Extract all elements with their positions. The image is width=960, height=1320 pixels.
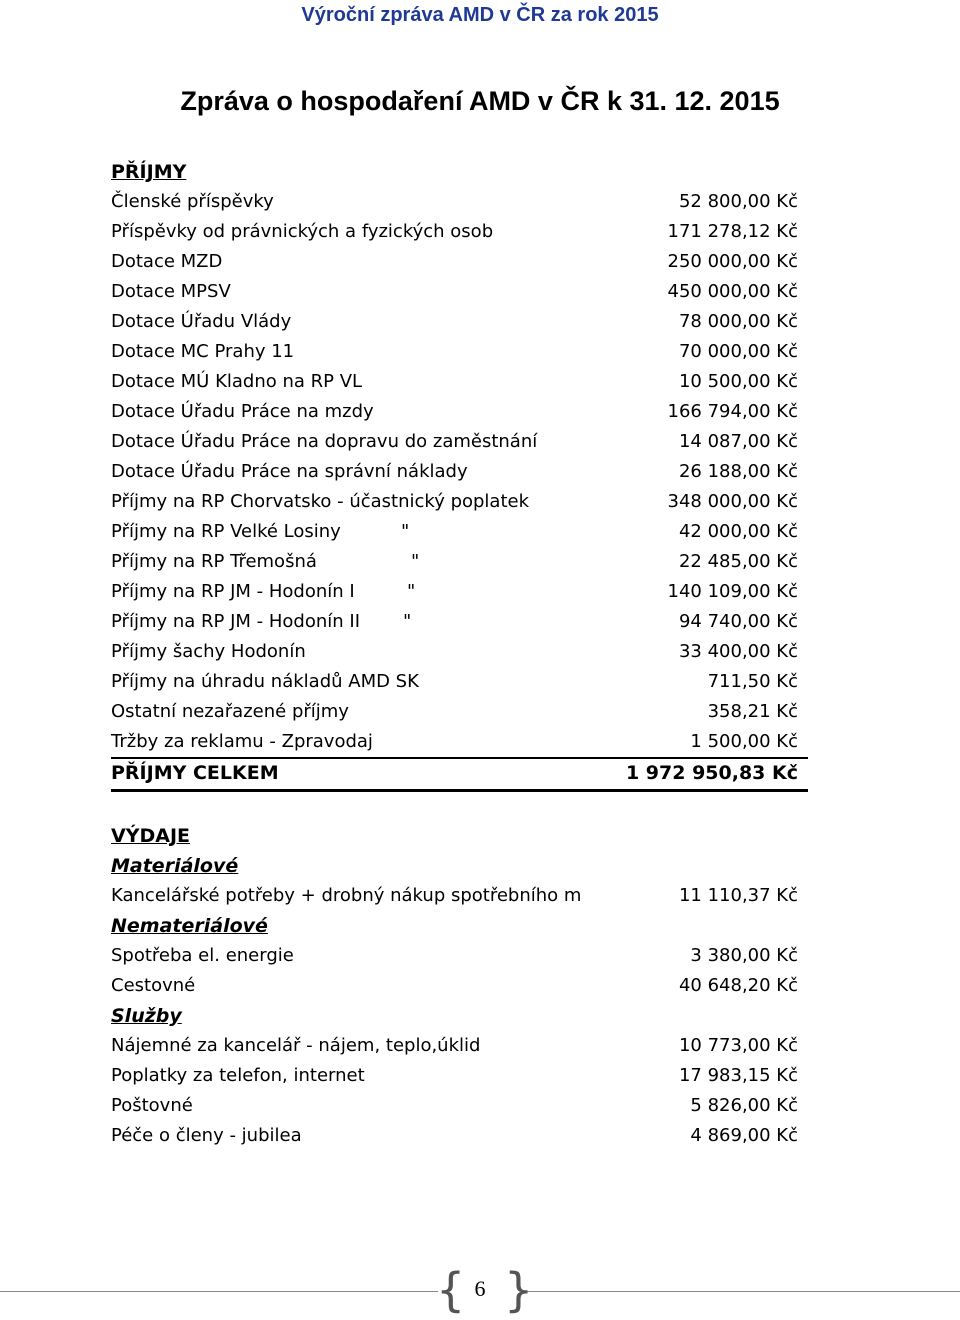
income-row <box>111 367 808 397</box>
income-amount: 22 485,00 Kč <box>678 551 798 572</box>
income-amount: 166 794,00 Kč <box>667 401 798 422</box>
income-row <box>111 397 808 427</box>
income-label: Příjmy na RP Třemošná <box>111 551 317 572</box>
income-heading-row <box>111 157 808 187</box>
income-label: Dotace MÚ Kladno na RP VL <box>111 371 363 392</box>
category-row <box>111 851 808 881</box>
income-label: Tržby za reklamu - Zpravodaj <box>111 731 373 752</box>
income-label: Příjmy na úhradu nákladů AMD SK <box>111 671 419 692</box>
income-heading: PŘÍJMY <box>111 161 187 183</box>
expense-row <box>111 1061 808 1091</box>
income-row <box>111 307 808 337</box>
expense-row <box>111 1091 808 1121</box>
income-row <box>111 667 808 697</box>
footer-line-right <box>522 1291 960 1292</box>
expense-amount: 17 983,15 Kč <box>678 1065 798 1086</box>
income-label: Příjmy na RP JM - Hodonín I <box>111 581 355 602</box>
right-brace-icon: } <box>504 1263 534 1317</box>
income-total-row <box>111 757 808 792</box>
income-amount: 450 000,00 Kč <box>667 281 798 302</box>
income-label: Členské příspěvky <box>111 191 274 212</box>
expense-row <box>111 971 808 1001</box>
expenses-heading-row <box>111 821 808 851</box>
income-amount: 94 740,00 Kč <box>678 611 798 632</box>
income-section <box>111 157 808 792</box>
category-row <box>111 1001 808 1031</box>
expenses-section <box>111 821 808 1151</box>
page-number: 6 <box>474 1276 486 1301</box>
report-title: Zpráva o hospodaření AMD v ČR k 31. 12. 2015 <box>180 86 780 116</box>
expense-label: Cestovné <box>111 975 196 996</box>
income-amount: 14 087,00 Kč <box>678 431 798 452</box>
income-row <box>111 247 808 277</box>
income-label: Dotace Úřadu Vlády <box>111 311 292 332</box>
expense-amount: 5 826,00 Kč <box>690 1095 798 1116</box>
expense-label: Poplatky za telefon, internet <box>111 1065 365 1086</box>
income-total-label: PŘÍJMY CELKEM <box>111 762 279 784</box>
expense-row <box>111 941 808 971</box>
income-amount: 250 000,00 Kč <box>667 251 798 272</box>
income-amount: 78 000,00 Kč <box>678 311 798 332</box>
income-row <box>111 337 808 367</box>
income-amount: 70 000,00 Kč <box>678 341 798 362</box>
expense-label: Nájemné za kancelář - nájem, teplo,úklid <box>111 1035 481 1056</box>
expense-label: Kancelářské potřeby + drobný nákup spotřebního m <box>111 885 582 906</box>
expense-row <box>111 881 808 911</box>
income-row <box>111 487 808 517</box>
income-row <box>111 277 808 307</box>
income-row <box>111 517 808 547</box>
income-label: Příjmy na RP Velké Losiny <box>111 521 341 542</box>
income-amount: 140 109,00 Kč <box>667 581 798 602</box>
expense-amount: 40 648,20 Kč <box>678 975 798 996</box>
income-label: Ostatní nezařazené příjmy <box>111 701 349 722</box>
income-label: Dotace MZD <box>111 251 223 272</box>
income-amount: 52 800,00 Kč <box>678 191 798 212</box>
income-amount: 26 188,00 Kč <box>678 461 798 482</box>
category-material: Materiálové <box>111 855 239 877</box>
income-row <box>111 727 808 757</box>
income-amount: 358,21 Kč <box>707 701 798 722</box>
category-nonmaterial: Nemateriálové <box>111 915 268 937</box>
footer-line-left <box>0 1291 438 1292</box>
ditto-mark: " <box>401 521 410 542</box>
income-total-amount: 1 972 950,83 Kč <box>625 762 798 784</box>
income-amount: 33 400,00 Kč <box>678 641 798 662</box>
income-row <box>111 607 808 637</box>
expense-label: Spotřeba el. energie <box>111 945 294 966</box>
income-amount: 1 500,00 Kč <box>690 731 798 752</box>
category-services: Služby <box>111 1005 182 1027</box>
expense-amount: 10 773,00 Kč <box>678 1035 798 1056</box>
income-amount: 10 500,00 Kč <box>678 371 798 392</box>
income-label: Příjmy na RP Chorvatsko - účastnický poplatek <box>111 491 530 512</box>
category-row <box>111 911 808 941</box>
expenses-heading: VÝDAJE <box>111 825 190 847</box>
income-row <box>111 427 808 457</box>
expense-label: Poštovné <box>111 1095 193 1116</box>
expense-label: Péče o členy - jubilea <box>111 1125 302 1146</box>
left-brace-icon: { <box>436 1263 466 1317</box>
income-label: Dotace Úřadu Práce na mzdy <box>111 401 374 422</box>
running-header: Výroční zpráva AMD v ČR za rok 2015 <box>301 4 659 26</box>
income-label: Příjmy na RP JM - Hodonín II <box>111 611 361 632</box>
ditto-mark: " <box>411 551 420 572</box>
income-amount: 42 000,00 Kč <box>678 521 798 542</box>
income-label: Příjmy šachy Hodonín <box>111 641 306 662</box>
income-amount: 711,50 Kč <box>707 671 798 692</box>
income-row <box>111 577 808 607</box>
income-amount: 348 000,00 Kč <box>667 491 798 512</box>
expense-amount: 11 110,37 Kč <box>678 885 798 906</box>
expense-row <box>111 1121 808 1151</box>
income-label: Dotace Úřadu Práce na správní náklady <box>111 461 468 482</box>
income-label: Dotace MPSV <box>111 281 231 302</box>
expense-amount: 4 869,00 Kč <box>690 1125 798 1146</box>
ditto-mark: " <box>403 611 412 632</box>
income-row <box>111 187 808 217</box>
ditto-mark: " <box>407 581 416 602</box>
income-row <box>111 697 808 727</box>
income-row <box>111 457 808 487</box>
income-row <box>111 547 808 577</box>
expense-amount: 3 380,00 Kč <box>690 945 798 966</box>
income-amount: 171 278,12 Kč <box>667 221 798 242</box>
income-label: Dotace MC Prahy 11 <box>111 341 295 362</box>
income-row <box>111 637 808 667</box>
income-label: Příspěvky od právnických a fyzických osob <box>111 221 494 242</box>
income-row <box>111 217 808 247</box>
income-label: Dotace Úřadu Práce na dopravu do zaměstnání <box>111 431 538 452</box>
expense-row <box>111 1031 808 1061</box>
